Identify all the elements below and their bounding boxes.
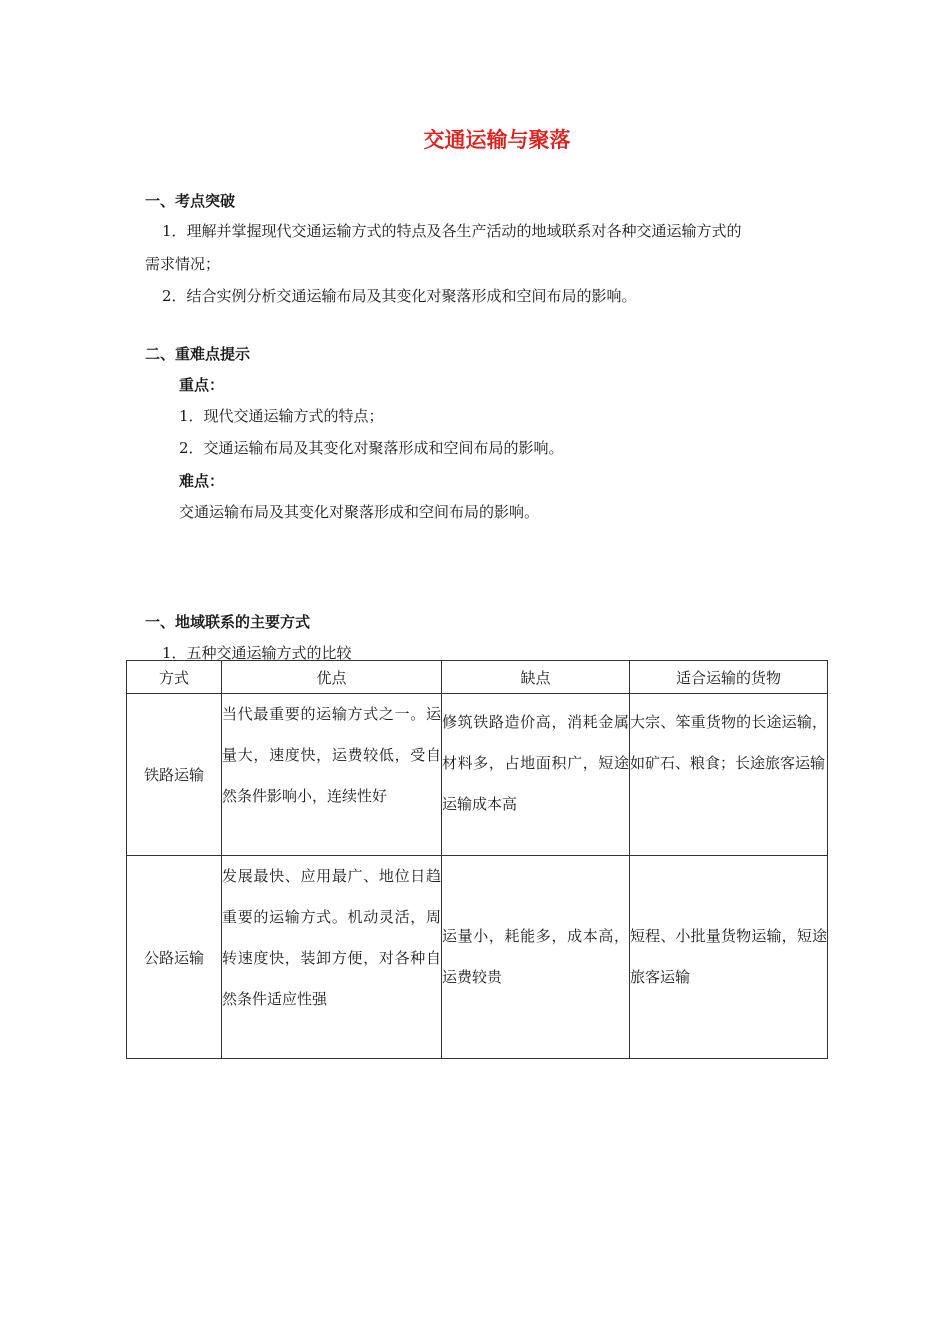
row-cargo-railway — [630, 694, 828, 856]
table-row — [127, 694, 828, 856]
header-cons: 缺点 — [442, 661, 630, 694]
cell-text: 修筑铁路造价高，消耗金属材料多，占地面积广，短途运输成本高 — [442, 713, 629, 813]
header-cargo: 适合运输的货物 — [630, 661, 828, 694]
section-heading-difficulties: 二、重难点提示 — [145, 345, 251, 363]
row-cargo-highway — [630, 856, 828, 1059]
cell-text: 短程、小批量货物运输，短途旅客运输 — [630, 927, 827, 986]
row-mode-highway: 公路运输 — [127, 856, 222, 1059]
row-mode-railway: 铁路运输 — [127, 694, 222, 856]
row-pros-railway — [222, 694, 442, 856]
key-point-item-1-line-2: 需求情况； — [145, 255, 221, 273]
row-pros-highway — [222, 856, 442, 1059]
cell-text: 运量小，耗能多，成本高，运费较贵 — [442, 927, 629, 986]
difficult-text: 交通运输布局及其变化对聚落形成和空间布局的影响。 — [179, 503, 540, 521]
cell-text: 大宗、笨重货物的长途运输，如矿石、粮食；长途旅客运输 — [630, 713, 827, 772]
key-point-item-2: 2．结合实例分析交通运输布局及其变化对聚落形成和空间布局的影响。 — [162, 287, 637, 305]
row-cons-railway — [442, 694, 630, 856]
key-item-1: 1．现代交通运输方式的特点； — [179, 407, 384, 425]
row-cons-highway — [442, 856, 630, 1059]
table-caption: 1．五种交通运输方式的比较 — [162, 644, 352, 662]
transport-comparison-table — [126, 660, 828, 1059]
cell-text: 当代最重要的运输方式之一。运量大，速度快，运费较低，受自然条件影响小，连续性好 — [222, 705, 441, 805]
cell-text: 发展最快、应用最广、地位日趋重要的运输方式。机动灵活，周转速度快，装卸方便，对各种自然条件适应性强 — [222, 867, 441, 1008]
table-row — [127, 856, 828, 1059]
key-item-2: 2．交通运输布局及其变化对聚落形成和空间布局的影响。 — [179, 439, 564, 457]
key-point-item-1-line-1: 1．理解并掌握现代交通运输方式的特点及各生产活动的地域联系对各种交通运输方式的 — [162, 222, 742, 240]
header-pros: 优点 — [222, 661, 442, 694]
key-label: 重点： — [179, 376, 225, 394]
page-title: 交通运输与聚落 — [423, 128, 571, 152]
header-mode: 方式 — [127, 661, 222, 694]
difficult-label: 难点： — [179, 472, 225, 490]
section-heading-regional-links: 一、地域联系的主要方式 — [145, 613, 311, 631]
section-heading-key-points: 一、考点突破 — [145, 192, 236, 210]
table-header-row — [127, 661, 828, 694]
